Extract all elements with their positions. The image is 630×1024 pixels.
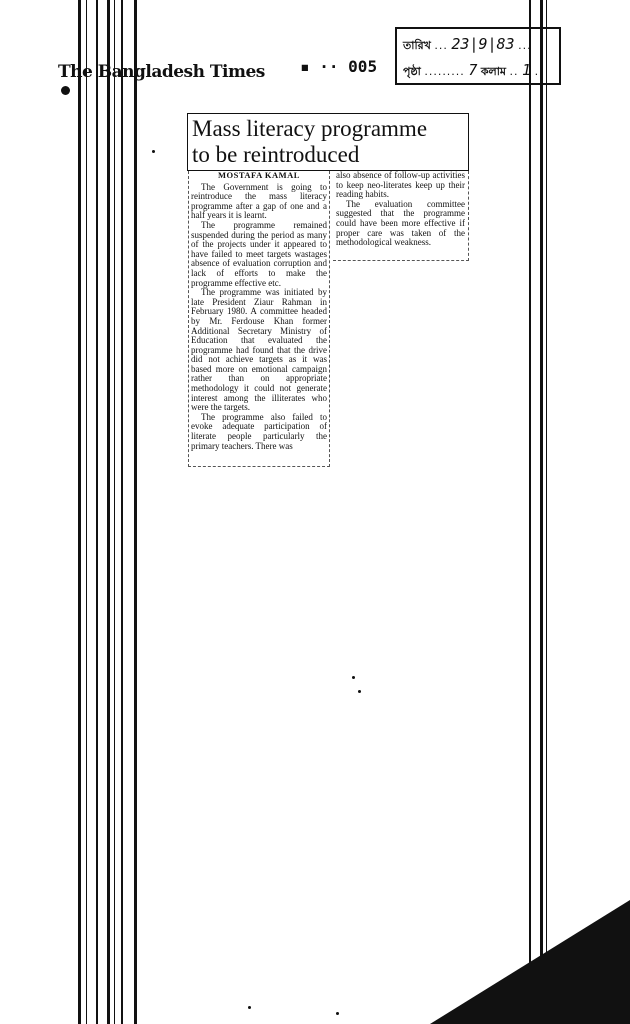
- stamp-page-value: 7: [468, 61, 478, 79]
- article-paragraph: The programme also failed to evoke adequate participation of literate people particularly the primary teachers. There was: [191, 411, 327, 451]
- stamp-date-row: [403, 35, 532, 56]
- binding-line: [107, 0, 110, 1024]
- page-code: [300, 57, 377, 76]
- article-headline: [187, 113, 469, 171]
- folded-corner-shadow: [430, 880, 630, 1024]
- stamp-dots: ...: [434, 39, 448, 52]
- scan-speck: [248, 1006, 251, 1009]
- stamp-dots: .........: [424, 65, 465, 78]
- stamp-column-value: 1: [522, 61, 532, 79]
- stamp-dots: ..: [509, 65, 519, 78]
- headline-line: Mass literacy programme: [192, 116, 428, 141]
- binding-line: [134, 0, 137, 1024]
- article-paragraph: The evaluation committee suggested that the programme could have been more effective if proper care was taken of the methodological weakness.: [336, 198, 465, 248]
- article-paragraph: The programme was initiated by late President Ziaur Rahman in February 1980. A committee headed by Mr. Ferdouse Khan former Additional Secretary Ministry of Education that evaluated the programme had found that the drive did not achieve targets as it was based more on emotional campaign rather than on appropriate methodology it could not generate interest among the illiterates who were the targets.: [191, 287, 327, 413]
- stamp-date-label: তারিখ: [403, 39, 431, 52]
- scan-speck: [152, 150, 155, 153]
- stamp-date-value: 23|9|83: [451, 35, 515, 53]
- article-clipping: [183, 113, 472, 468]
- scan-speck: [352, 676, 355, 679]
- stamp-dots: ..: [534, 65, 544, 78]
- stamp-column-label: কলাম: [480, 65, 507, 78]
- bullet-mark: [61, 86, 70, 95]
- stamp-dots: ...: [518, 39, 532, 52]
- page-code-dash: ▪ ··: [300, 57, 349, 76]
- article-byline: MOSTAFA KAMAL: [218, 171, 300, 180]
- headline-line: to be reintroduced: [192, 142, 360, 167]
- binding-line: [96, 0, 98, 1024]
- binding-line: [121, 0, 123, 1024]
- page-code-value: 005: [348, 57, 378, 76]
- stamp-page-label: পৃষ্ঠা: [403, 65, 421, 78]
- scan-speck: [336, 1012, 339, 1015]
- article-paragraph: also absence of follow-up activities to keep neo-literates keep up their reading habits.: [336, 171, 465, 200]
- article-column-1: [188, 171, 330, 467]
- stamp-page-row: [403, 61, 544, 82]
- archive-date-stamp: [395, 27, 561, 85]
- binding-line: [86, 0, 87, 1024]
- article-paragraph: The Government is going to reintroduce the mass literacy programme after a gap of one and a half years it is learnt.: [191, 181, 327, 221]
- scan-speck: [358, 690, 361, 693]
- right-margin-line: [546, 0, 547, 1024]
- right-margin-line: [540, 0, 543, 1024]
- binding-line: [114, 0, 115, 1024]
- newspaper-masthead: The Bangladesh Times: [58, 62, 265, 82]
- article-column-2: [333, 171, 469, 261]
- right-margin-line: [529, 0, 531, 1024]
- binding-line: [78, 0, 81, 1024]
- article-paragraph: The programme remained suspended during the period as many of the projects under it appeared to have failed to meet targets wastages absence of evaluation corruption and lack of efforts to make the programme effective etc.: [191, 219, 327, 288]
